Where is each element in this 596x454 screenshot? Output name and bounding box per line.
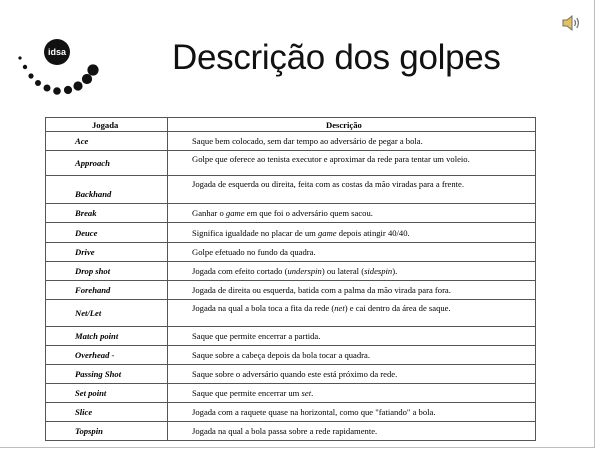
description-cell <box>168 151 536 176</box>
description-term: game <box>225 208 245 218</box>
description-cell <box>168 132 536 151</box>
table-row <box>46 262 536 281</box>
description-text: Saque bem colocado, sem dar tempo ao adversário de pegar a bola. <box>192 136 423 146</box>
description-term: game <box>318 227 337 238</box>
table-row <box>46 151 536 176</box>
play-cell: Ace <box>46 132 168 151</box>
description-cell <box>168 365 536 384</box>
description-text: Saque que permite encerrar a partida. <box>192 331 321 341</box>
description-text: . <box>311 388 314 398</box>
table-row <box>46 176 536 204</box>
description-text: Golpe que oferece ao tenista executor e aproximar da rede para tentar um voleio. <box>192 154 470 164</box>
play-cell: Match point <box>46 327 168 346</box>
table-row <box>46 422 536 441</box>
play-cell: Break <box>46 204 168 223</box>
column-header-play: Jogada <box>46 118 168 132</box>
column-header-description: Descrição <box>168 118 536 132</box>
table-row <box>46 300 536 327</box>
play-cell: Topspin <box>46 422 168 441</box>
description-cell <box>168 176 536 204</box>
description-text: Significa igualdade no placar de um <box>192 227 318 238</box>
description-term: underspin <box>287 266 322 276</box>
table-row <box>46 327 536 346</box>
table-row <box>46 365 536 384</box>
description-term: set <box>301 388 312 398</box>
strokes-table <box>45 117 536 441</box>
play-cell: Drive <box>46 243 168 262</box>
description-term: net <box>334 303 345 313</box>
play-cell: Backhand <box>46 176 168 204</box>
play-cell: Overhead - <box>46 346 168 365</box>
dotted-arc-logo-icon <box>12 30 122 110</box>
description-text: Saque sobre a cabeça depois da bola tocar a quadra. <box>192 350 370 360</box>
table-row <box>46 346 536 365</box>
description-text: Jogada com a raquete quase na horizontal, como que "fatiando" a bola. <box>192 407 436 417</box>
description-cell <box>168 384 536 403</box>
description-cell <box>168 346 536 365</box>
description-text: Jogada na qual a bola passa sobre a rede rapidamente. <box>192 426 378 436</box>
description-text: em que foi o adversário quem sacou. <box>244 208 373 218</box>
play-cell: Slice <box>46 403 168 422</box>
table-row <box>46 132 536 151</box>
description-cell <box>168 403 536 422</box>
slide-title: Descrição dos golpes <box>172 38 501 77</box>
play-cell: Net/Let <box>46 300 168 327</box>
description-cell <box>168 204 536 223</box>
table-row <box>46 281 536 300</box>
description-cell <box>168 243 536 262</box>
play-cell: Forehand <box>46 281 168 300</box>
description-text: Golpe efetuado no fundo da quadra. <box>192 247 316 257</box>
table-row <box>46 223 536 243</box>
description-text: ). <box>392 266 398 276</box>
description-cell <box>168 422 536 441</box>
table-row <box>46 243 536 262</box>
description-cell <box>168 223 536 243</box>
description-text: ) ou lateral ( <box>321 266 365 276</box>
description-cell <box>168 327 536 346</box>
play-cell: Drop shot <box>46 262 168 281</box>
description-text: Jogada na qual a bola toca a fita da rede ( <box>192 303 335 313</box>
play-cell: Set point <box>46 384 168 403</box>
description-text: Saque que permite encerrar um <box>192 388 302 398</box>
logo-text: idsa <box>47 47 67 57</box>
description-text: ) e cai dentro da área de saque. <box>344 303 451 313</box>
table-row <box>46 204 536 223</box>
description-text: depois atingir 40/40. <box>336 227 410 238</box>
table-row <box>46 403 536 422</box>
play-cell: Approach <box>46 151 168 176</box>
description-term: sidespin <box>364 266 393 276</box>
description-cell <box>168 300 536 327</box>
table-row <box>46 384 536 403</box>
speaker-icon[interactable] <box>560 12 582 34</box>
description-cell <box>168 281 536 300</box>
play-cell: Deuce <box>46 223 168 243</box>
description-text: Jogada com efeito cortado ( <box>192 266 288 276</box>
description-text: Jogada de esquerda ou direita, feita com as costas da mão viradas para a frente. <box>192 179 465 189</box>
description-text: Jogada de direita ou esquerda, batida com a palma da mão virada para fora. <box>192 285 451 295</box>
play-cell: Passing Shot <box>46 365 168 384</box>
description-text: Ganhar o <box>192 208 226 218</box>
description-text: Saque sobre o adversário quando este está próximo da rede. <box>192 369 398 379</box>
description-cell <box>168 262 536 281</box>
table-header-row <box>46 118 536 132</box>
